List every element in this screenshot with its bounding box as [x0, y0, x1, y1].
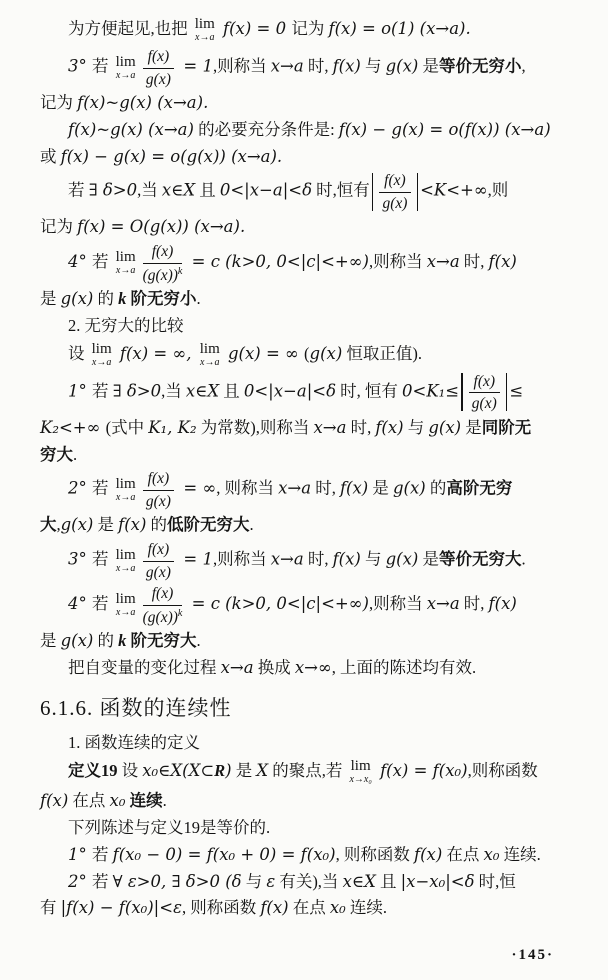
bold-math-run: k	[118, 289, 127, 309]
math-run: 3°	[68, 549, 92, 569]
bold-term: 低阶无穷大	[167, 515, 250, 535]
math-run: ∀ ε>0, ∃ δ>0 (δ	[112, 871, 242, 891]
math-run: )	[225, 761, 232, 780]
math-run: = 1	[178, 549, 213, 569]
math-run: = ∞	[178, 478, 217, 498]
text-run: 是	[231, 761, 257, 780]
lim-subscript: x→a	[115, 491, 136, 503]
limit-operator	[116, 477, 136, 503]
text-run: ,则	[487, 180, 509, 200]
text-run: 连续.	[345, 898, 388, 918]
text-run: 时,	[459, 251, 489, 271]
text-run: ,则称当	[212, 549, 271, 569]
text-run: .	[162, 791, 167, 811]
line-higher-order-continuation	[40, 514, 588, 536]
text-run: 是	[93, 515, 119, 535]
math-run: 0<|x−a|<δ	[219, 180, 313, 200]
para-definition-19	[40, 759, 588, 785]
text-run: .	[521, 549, 526, 569]
text-run: (	[304, 343, 310, 363]
item-1-one-sided-limits	[40, 844, 588, 866]
text-run: 为常数),则称当	[196, 417, 314, 437]
text-run: .	[196, 631, 201, 651]
text-run: 的	[93, 289, 119, 309]
limit-operator	[195, 17, 215, 43]
lim-subscript: x→x₀	[349, 774, 372, 786]
text-run: 时,	[311, 478, 340, 498]
line-or-condition	[40, 146, 588, 168]
item-4-kth-order-infinitesimal	[40, 243, 588, 283]
para-big-O-condition	[40, 172, 588, 211]
fraction-numerator: f(x)	[143, 243, 183, 264]
text-run: , 则称当	[216, 478, 279, 498]
math-run: x₀	[483, 844, 500, 864]
item-2-higher-order-infinity	[40, 470, 588, 509]
math-run: x→a	[426, 251, 460, 271]
lim-subscript: x→a	[195, 32, 215, 43]
text-run: 若	[92, 251, 113, 271]
math-run: x→a	[313, 417, 347, 437]
subheading-definition-of-continuity	[40, 732, 588, 754]
math-run: f(x) − g(x) = o(f(x)) (x→a)	[338, 119, 551, 139]
text-run: 的聚点,若	[268, 761, 347, 780]
text-run: 时,	[459, 593, 489, 613]
math-run: ε	[266, 871, 276, 891]
item-4-kth-order-infinity	[40, 585, 588, 625]
math-run: g(x) = ∞	[222, 343, 305, 363]
math-run: f(x) = o(1) (x→a).	[328, 18, 471, 38]
math-run: 3°	[68, 56, 92, 76]
fraction-numerator: f(x)	[379, 172, 411, 193]
text-run: (式中	[105, 417, 149, 437]
fraction	[143, 48, 175, 87]
section-heading-continuity	[40, 695, 588, 723]
text-run: 2. 无穷大的比较	[68, 315, 184, 335]
bold-term: 阶无穷大	[126, 631, 197, 651]
math-run: ∃ δ>0	[112, 381, 162, 401]
math-run: g(x)	[392, 478, 426, 498]
text-run: 记为	[291, 18, 329, 38]
math-run: f(x)	[260, 898, 289, 918]
text-run: 与	[360, 549, 386, 569]
math-run: x→a	[270, 549, 304, 569]
math-run: 1°	[68, 844, 92, 864]
text-run: , 上面的陈述均有效.	[331, 657, 477, 677]
text-run: .	[196, 289, 201, 309]
text-run: 把自变量的变化过程	[68, 657, 221, 677]
math-run: g(x)	[428, 417, 462, 437]
fraction-denominator: $(g(x))^k$	[142, 265, 183, 284]
text-run: 的必要充分条件是:	[193, 119, 339, 139]
math-run: 0<K₁≤	[402, 381, 460, 401]
text-run: 且	[195, 180, 220, 200]
fraction-numerator: f(x)	[143, 585, 183, 606]
fraction	[143, 541, 175, 580]
lim-subscript: x→a	[115, 562, 136, 574]
math-run: x∈X	[185, 381, 220, 401]
bold-term: 阶无穷小	[126, 289, 197, 309]
math-run: f(x) = O(g(x)) (x→a).	[77, 217, 246, 237]
math-run: 2°	[68, 478, 92, 498]
line-denote-equivalence	[40, 92, 588, 114]
math-run: g(x)	[309, 343, 343, 363]
absolute-value-bar	[372, 173, 373, 211]
bold-term: 连续	[129, 791, 163, 811]
item-3-equivalent-infinity	[40, 541, 588, 580]
bold-term: 穷大	[40, 444, 73, 464]
fraction-denominator: g(x)	[471, 395, 497, 413]
text-run: , 则称函数	[335, 844, 414, 864]
bold-term: 高阶无穷	[446, 478, 513, 498]
lim-word: lim	[350, 758, 371, 775]
text-run: 与	[241, 871, 267, 891]
item-2-epsilon-delta	[40, 871, 588, 893]
text-run: ,当	[137, 180, 162, 200]
text-run: ,	[56, 515, 61, 535]
line-epsilon-delta-end	[40, 897, 588, 919]
limit-operator	[349, 759, 371, 785]
text-run: 的	[146, 515, 168, 535]
text-run: 与	[403, 417, 429, 437]
math-run: x₀	[329, 898, 346, 918]
text-run: ,则称当	[368, 593, 427, 613]
lim-word: lim	[115, 249, 136, 266]
bold-math-run: k	[118, 631, 127, 651]
text-run: 在点	[288, 898, 330, 918]
fraction	[143, 585, 183, 625]
page-number: ·145·	[511, 947, 554, 963]
lim-word: lim	[91, 340, 112, 357]
math-run: x→a	[426, 593, 460, 613]
bold-term: 大	[40, 515, 57, 535]
math-run: g(x)	[60, 515, 94, 535]
math-run: x₀∈X(X⊂	[142, 761, 215, 780]
text-run: 时,	[303, 56, 333, 76]
math-run: f(x)~g(x) (x→a).	[77, 93, 209, 112]
text-run: 若	[92, 844, 113, 864]
text-run: 为方便起见,也把	[68, 18, 192, 38]
text-run: 设	[117, 761, 143, 780]
para-equivalence-condition	[40, 119, 588, 141]
math-run: x→∞	[294, 657, 332, 677]
fraction-denominator: g(x)	[145, 563, 171, 581]
absolute-value-bar	[506, 373, 507, 411]
text-run: 若	[92, 549, 113, 569]
math-run: 4°	[68, 593, 92, 613]
math-run: X	[256, 761, 269, 780]
text-run: 若	[92, 381, 113, 401]
limit-operator	[200, 342, 220, 368]
math-run: g(x)	[60, 631, 94, 651]
fraction-numerator: f(x)	[469, 373, 501, 394]
fraction	[143, 243, 183, 283]
math-run: f(x)	[118, 515, 147, 535]
lim-subscript: x→a	[115, 69, 136, 81]
text-run: 时,恒	[474, 871, 516, 891]
absolute-value-bar	[417, 173, 418, 211]
math-run: x∈X	[161, 180, 196, 200]
subheading-comparison-of-infinities	[40, 315, 588, 337]
line-kth-order-infinity-end	[40, 630, 588, 652]
math-run: f(x) = f(x₀)	[374, 761, 468, 780]
text-run: 且	[219, 381, 244, 401]
line-denote-big-O	[40, 216, 588, 238]
text-run: ,则称当	[368, 251, 427, 271]
fraction-numerator: f(x)	[143, 470, 175, 491]
fraction-denominator: g(x)	[382, 194, 408, 212]
text-run: 时,恒有	[312, 180, 370, 200]
text-run: 若	[92, 593, 113, 613]
math-run: <K<+∞	[420, 180, 488, 200]
limit-operator	[116, 55, 136, 81]
text-run: 记为	[40, 217, 78, 237]
text-run: 换成	[253, 657, 295, 677]
text-run: 时,	[346, 417, 376, 437]
bold-term: 等价无穷小	[439, 56, 522, 76]
lim-word: lim	[199, 340, 220, 357]
math-run: f(x)	[40, 791, 69, 811]
fraction	[143, 470, 175, 509]
fraction-numerator: f(x)	[143, 48, 175, 69]
math-run: f(x) = 0	[217, 18, 292, 38]
math-run: x→a	[278, 478, 312, 498]
fraction-denominator: g(x)	[145, 492, 171, 510]
math-run: ∃ δ>0	[88, 180, 138, 200]
math-run: g(x)	[60, 289, 94, 309]
text-run: 或	[40, 146, 61, 166]
math-run: f(x) = ∞,	[114, 343, 197, 363]
math-run: g(x)	[385, 56, 419, 76]
line-same-order-continuation	[40, 417, 588, 439]
text-run: 恒取正值).	[342, 343, 423, 363]
limit-operator	[116, 548, 136, 574]
fraction-denominator: $(g(x))^k$	[142, 607, 183, 626]
text-run: ,则称当	[212, 56, 271, 76]
text-run: 是	[40, 631, 61, 651]
text-run: 6.1.6. 函数的连续性	[40, 695, 232, 720]
text-run: ,	[521, 56, 526, 76]
text-run: 若	[92, 871, 113, 891]
math-run: f(x)	[375, 417, 404, 437]
math-run: 2°	[68, 871, 92, 891]
text-run: 若	[92, 56, 113, 76]
math-run: f(x)	[332, 549, 361, 569]
text-run: 在点	[68, 791, 110, 811]
bold-math-run: R	[214, 761, 226, 780]
fraction-numerator: f(x)	[143, 541, 175, 562]
math-run: f(x)	[413, 844, 443, 864]
fraction-denominator: g(x)	[145, 70, 171, 88]
text-run: 是	[461, 417, 482, 437]
math-run: = c (k>0, 0<|c|<+∞)	[186, 593, 369, 613]
text-run: 时,	[303, 549, 333, 569]
math-run: f(x)~g(x) (x→a)	[68, 119, 194, 139]
text-run: 是	[40, 289, 61, 309]
bold-term: 等价无穷大	[439, 549, 522, 569]
text-run: 是	[418, 549, 439, 569]
text-run: , 则称函数	[181, 898, 261, 918]
text-run: 有	[40, 898, 61, 918]
line-kth-order-infinitesimal-end	[40, 288, 588, 310]
limit-operator	[116, 592, 136, 618]
bold-term: 同阶无	[481, 417, 532, 437]
math-run: f(x₀ − 0) = f(x₀ + 0) = f(x₀)	[112, 844, 336, 864]
text-run: 下列陈述与定义19是等价的.	[68, 817, 271, 837]
text-run: 记为	[40, 93, 78, 112]
text-run: 时, 恒有	[336, 381, 403, 401]
text-run: 1. 函数连续的定义	[68, 733, 200, 753]
math-run: K₂<+∞	[40, 417, 106, 437]
text-run: 的	[425, 478, 447, 498]
bold-term: 定义19	[68, 761, 118, 780]
lim-word: lim	[115, 475, 136, 492]
page-body	[40, 17, 588, 919]
limit-operator	[92, 342, 112, 368]
lim-subscript: x→a	[115, 607, 136, 619]
para-o-small-notation	[40, 17, 588, 43]
text-run: 在点	[442, 844, 484, 864]
item-3-equivalent-infinitesimal	[40, 48, 588, 87]
math-run: K₁, K₂	[148, 417, 197, 437]
text-run: 若	[92, 478, 113, 498]
line-setup-infinite-limits	[40, 342, 588, 368]
item-1-same-order-infinity	[40, 373, 588, 412]
math-run: 1°	[68, 381, 92, 401]
line-equivalent-statements	[40, 817, 588, 839]
math-run: = 1	[178, 56, 213, 76]
math-run: f(x)	[488, 251, 517, 271]
math-run: 0<|x−a|<δ	[243, 381, 337, 401]
absolute-value-bar	[461, 373, 462, 411]
line-same-order-end	[40, 444, 588, 466]
text-run: 是	[418, 56, 439, 76]
lim-word: lim	[115, 53, 136, 70]
text-run: 的	[93, 631, 119, 651]
limit-operator	[116, 250, 136, 276]
text-run: 连续.	[499, 844, 541, 864]
math-run: x∈X	[342, 871, 376, 891]
line-definition-19-end	[40, 790, 588, 812]
text-run: 与	[360, 56, 386, 76]
fraction	[469, 373, 501, 412]
lim-word: lim	[115, 546, 136, 563]
lim-word: lim	[194, 16, 215, 32]
math-run: 4°	[68, 251, 92, 271]
fraction-exponent: k	[177, 607, 183, 619]
math-run: |f(x) − f(x₀)|<ε	[60, 898, 182, 918]
math-run: f(x)	[488, 593, 517, 613]
text-run: .	[73, 444, 78, 464]
text-run: .	[249, 515, 254, 535]
para-substitution-remark	[40, 657, 588, 679]
math-run: f(x)	[339, 478, 369, 498]
math-run: x→a	[220, 657, 254, 677]
text-run: 有关),当	[275, 871, 343, 891]
text-run: ,则称函数	[467, 761, 538, 780]
math-run: = c (k>0, 0<|c|<+∞)	[186, 251, 369, 271]
lim-subscript: x→a	[115, 265, 136, 277]
math-run: |x−x₀|<δ	[400, 871, 475, 891]
math-run: g(x)	[385, 549, 419, 569]
math-run: f(x) − g(x) = o(g(x)) (x→a).	[60, 146, 283, 166]
text-run: 设	[68, 343, 89, 363]
text-run: 若	[68, 180, 89, 200]
text-run: 是	[368, 478, 393, 498]
lim-word: lim	[115, 591, 136, 608]
lim-subscript: x→a	[91, 356, 112, 368]
math-run: f(x)	[332, 56, 361, 76]
math-run: x→a	[270, 56, 304, 76]
fraction-exponent: k	[177, 265, 183, 277]
lim-subscript: x→a	[200, 356, 220, 368]
math-run: x₀	[109, 791, 126, 811]
text-run: ,当	[161, 381, 186, 401]
fraction	[379, 172, 411, 211]
text-run: 且	[375, 871, 401, 891]
math-run: ≤	[509, 381, 524, 401]
